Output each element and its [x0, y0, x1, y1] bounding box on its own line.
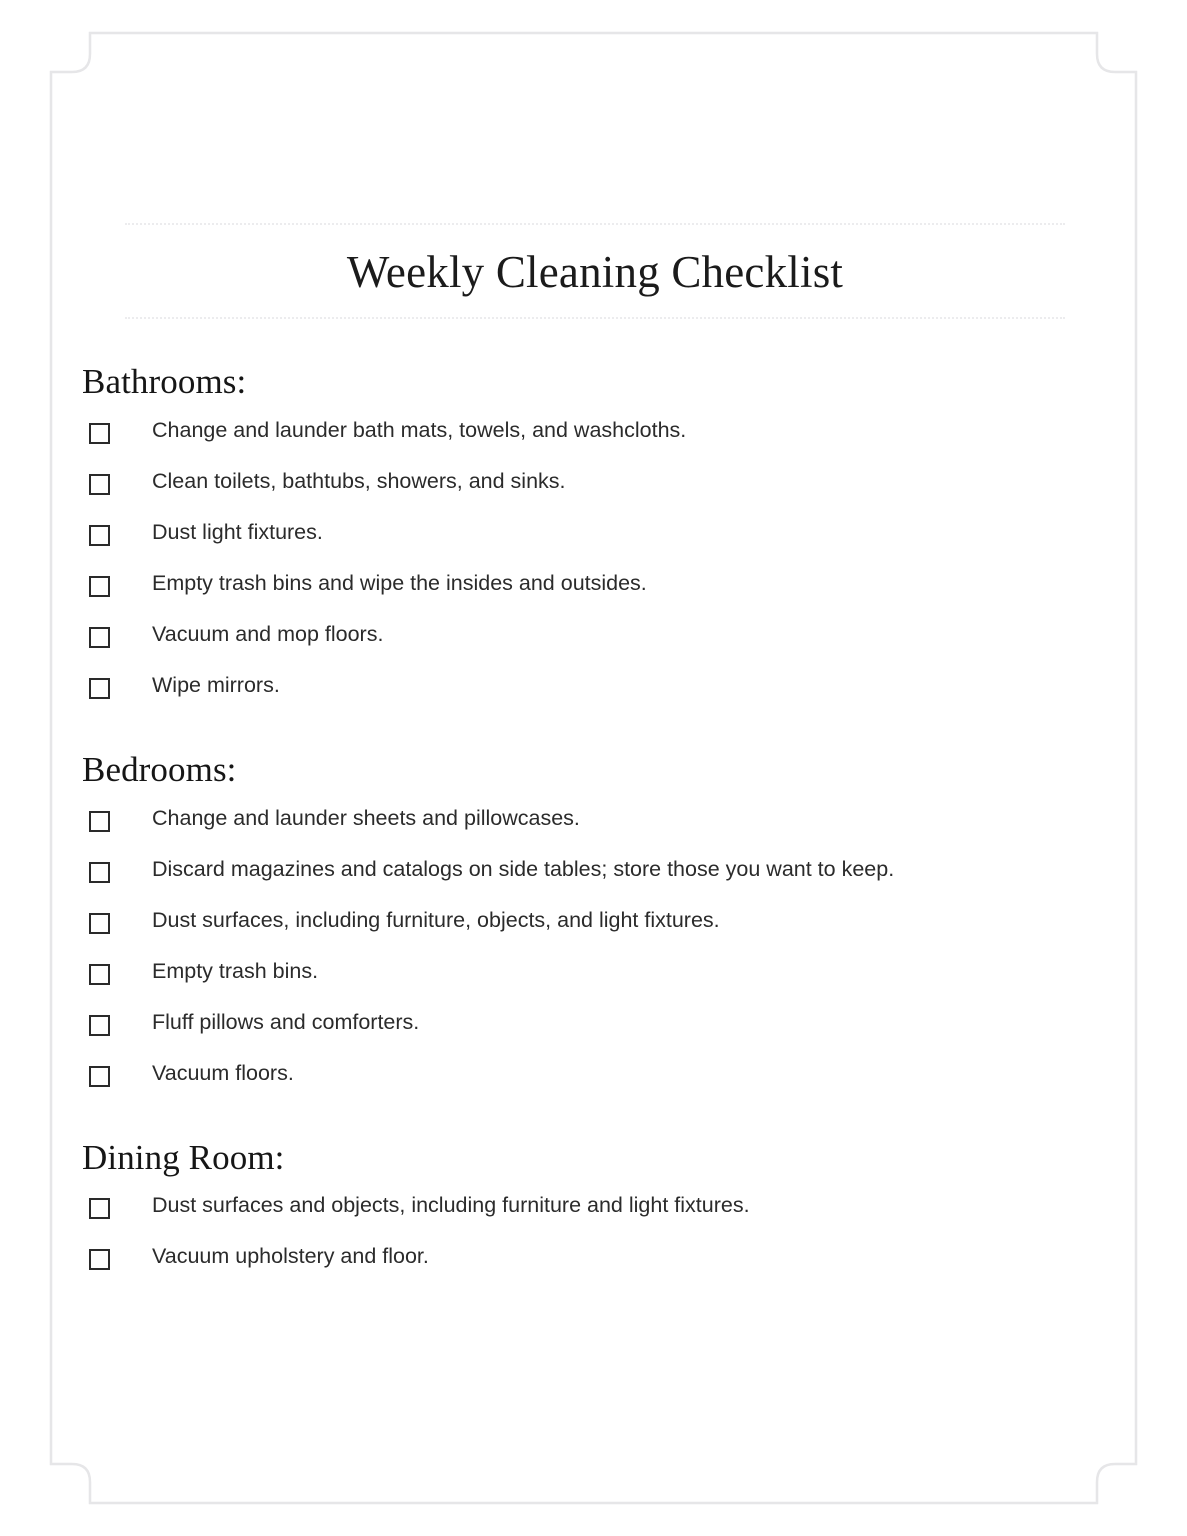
- checklist-item[interactable]: [30, 955, 1157, 1006]
- title-rule-bottom: [125, 317, 1065, 319]
- checklist: [30, 414, 1157, 720]
- checkbox-icon[interactable]: [89, 525, 110, 546]
- checklist-item[interactable]: [30, 414, 1157, 465]
- checkbox-icon[interactable]: [89, 474, 110, 495]
- checklist: [30, 1189, 1157, 1291]
- checklist-item[interactable]: [30, 1240, 1157, 1291]
- section-heading: Dining Room:: [82, 1137, 285, 1177]
- checklist-item-label: Dust surfaces, including furniture, objects, and light fixtures.: [152, 907, 720, 932]
- checklist-item[interactable]: [30, 465, 1157, 516]
- checklist-item-label: Discard magazines and catalogs on side tables; store those you want to keep.: [152, 856, 895, 881]
- checklist: [30, 802, 1157, 1108]
- section-heading: Bedrooms:: [82, 749, 237, 789]
- checklist-item-label: Empty trash bins and wipe the insides and outsides.: [152, 570, 647, 595]
- checkbox-icon[interactable]: [89, 1249, 110, 1270]
- title-block: [125, 223, 1065, 319]
- checkbox-icon[interactable]: [89, 678, 110, 699]
- checklist-section: [30, 748, 1157, 1108]
- checkbox-icon[interactable]: [89, 576, 110, 597]
- section-heading: Bathrooms:: [82, 362, 247, 401]
- checklist-sections: [30, 360, 1157, 1291]
- checkbox-icon[interactable]: [89, 1015, 110, 1036]
- checklist-item-label: Change and launder sheets and pillowcases.: [152, 805, 580, 830]
- printable-page-sheet: [30, 30, 1157, 1506]
- checkbox-icon[interactable]: [89, 964, 110, 985]
- checklist-item[interactable]: [30, 669, 1157, 720]
- document-content: [30, 30, 1157, 1506]
- checklist-item[interactable]: [30, 1057, 1157, 1108]
- page-title: Weekly Cleaning Checklist: [346, 247, 844, 297]
- checklist-item-label: Vacuum upholstery and floor.: [152, 1244, 429, 1269]
- checkbox-icon[interactable]: [89, 913, 110, 934]
- checklist-item[interactable]: [30, 618, 1157, 669]
- checklist-item-label: Vacuum floors.: [152, 1060, 294, 1085]
- checklist-item[interactable]: [30, 802, 1157, 853]
- checklist-item-label: Clean toilets, bathtubs, showers, and sinks.: [152, 468, 566, 493]
- checklist-item[interactable]: [30, 1006, 1157, 1057]
- checkbox-icon[interactable]: [89, 811, 110, 832]
- checklist-item-label: Wipe mirrors.: [152, 672, 280, 697]
- checklist-item[interactable]: [30, 516, 1157, 567]
- checkbox-icon[interactable]: [89, 627, 110, 648]
- checklist-item[interactable]: [30, 567, 1157, 618]
- checkbox-icon[interactable]: [89, 1066, 110, 1087]
- checkbox-icon[interactable]: [89, 1198, 110, 1219]
- checklist-item-label: Change and launder bath mats, towels, and washcloths.: [152, 417, 687, 442]
- checklist-item[interactable]: [30, 1189, 1157, 1240]
- checklist-section: [30, 1136, 1157, 1292]
- checklist-item-label: Fluff pillows and comforters.: [152, 1009, 420, 1034]
- checklist-item[interactable]: [30, 853, 1157, 904]
- checklist-item-label: Vacuum and mop floors.: [152, 621, 384, 646]
- checkbox-icon[interactable]: [89, 862, 110, 883]
- checkbox-icon[interactable]: [89, 423, 110, 444]
- checklist-item-label: Dust light fixtures.: [152, 519, 323, 544]
- checklist-item-label: Dust surfaces and objects, including furniture and light fixtures.: [152, 1193, 750, 1218]
- checklist-section: [30, 360, 1157, 720]
- checklist-item[interactable]: [30, 904, 1157, 955]
- checklist-item-label: Empty trash bins.: [152, 958, 319, 983]
